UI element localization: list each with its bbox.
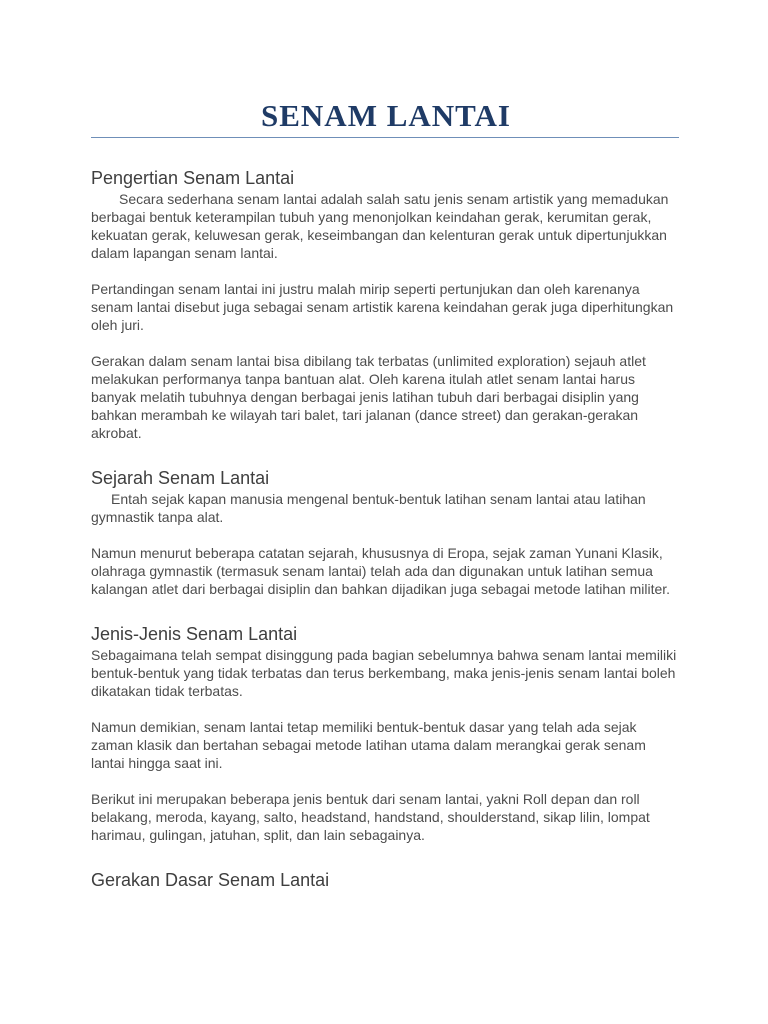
paragraph: Sebagaimana telah sempat disinggung pada bagian sebelumnya bahwa senam lantai memiliki bentuk-bentuk yang tidak terbatas dan terus berkembang, maka jenis-jenis senam lantai boleh dikatakan tidak terbatas. (91, 647, 677, 699)
paragraph: Berikut ini merupakan beberapa jenis bentuk dari senam lantai, yakni Roll depan dan roll belakang, meroda, kayang, salto, headstand, handstand, shoulderstand, sikap lilin, lompat harimau, gulingan, jatuhan, split, dan lain sebagainya. (91, 791, 650, 843)
section-heading: Gerakan Dasar Senam Lantai (91, 870, 330, 890)
paragraph: Entah sejak kapan manusia mengenal bentuk-bentuk latihan senam lantai atau latihan gymnastik tanpa alat. (91, 491, 646, 525)
paragraph: Namun demikian, senam lantai tetap memiliki bentuk-bentuk dasar yang telah ada sejak zaman klasik dan bertahan sebagai metode latihan utama dalam merangkai gerak senam lantai hingga saat ini. (91, 719, 646, 771)
paragraph: Pertandingan senam lantai ini justru malah mirip seperti pertunjukan dan oleh karenanya senam lantai disebut juga sebagai senam artistik karena keindahan gerak juga diperhitungkan oleh juri. (91, 281, 674, 333)
paragraph: Secara sederhana senam lantai adalah salah satu jenis senam artistik yang memadukan berbagai bentuk keterampilan tubuh yang menonjolkan keindahan gerak, kerumitan gerak, kekuatan gerak, keluwesan gerak, keseimbangan dan kelenturan gerak untuk dipertunjukkan dalam lapangan senam lantai. (91, 191, 669, 261)
section-gerakan-dasar (91, 868, 681, 892)
section-sejarah (91, 466, 681, 598)
section-heading: Jenis-Jenis Senam Lantai (91, 624, 298, 644)
section-heading: Sejarah Senam Lantai (91, 468, 270, 488)
paragraph: Gerakan dalam senam lantai bisa dibilang tak terbatas (unlimited exploration) sejauh atlet melakukan performanya tanpa bantuan alat. Oleh karena itulah atlet senam lantai harus banyak melatih tubuhnya dengan berbagai jenis latihan tubuh dari berbagai disiplin yang bahkan merambah ke wilayah tari balet, tari jalanan (dance street) dan gerakan-gerakan akrobat. (91, 353, 646, 441)
title-divider (91, 137, 679, 138)
section-jenis (91, 622, 681, 844)
paragraph: Namun menurut beberapa catatan sejarah, khususnya di Eropa, sejak zaman Yunani Klasik, olahraga gymnastik (termasuk senam lantai) telah ada dan digunakan untuk latihan semua kalangan atlet dari berbagai disiplin dan bahkan dijadikan juga sebagai metode latihan militer. (91, 545, 671, 597)
document-title: SENAM LANTAI (261, 98, 511, 133)
document-body (91, 166, 681, 892)
section-heading: Pengertian Senam Lantai (91, 168, 295, 188)
section-pengertian (91, 166, 681, 442)
